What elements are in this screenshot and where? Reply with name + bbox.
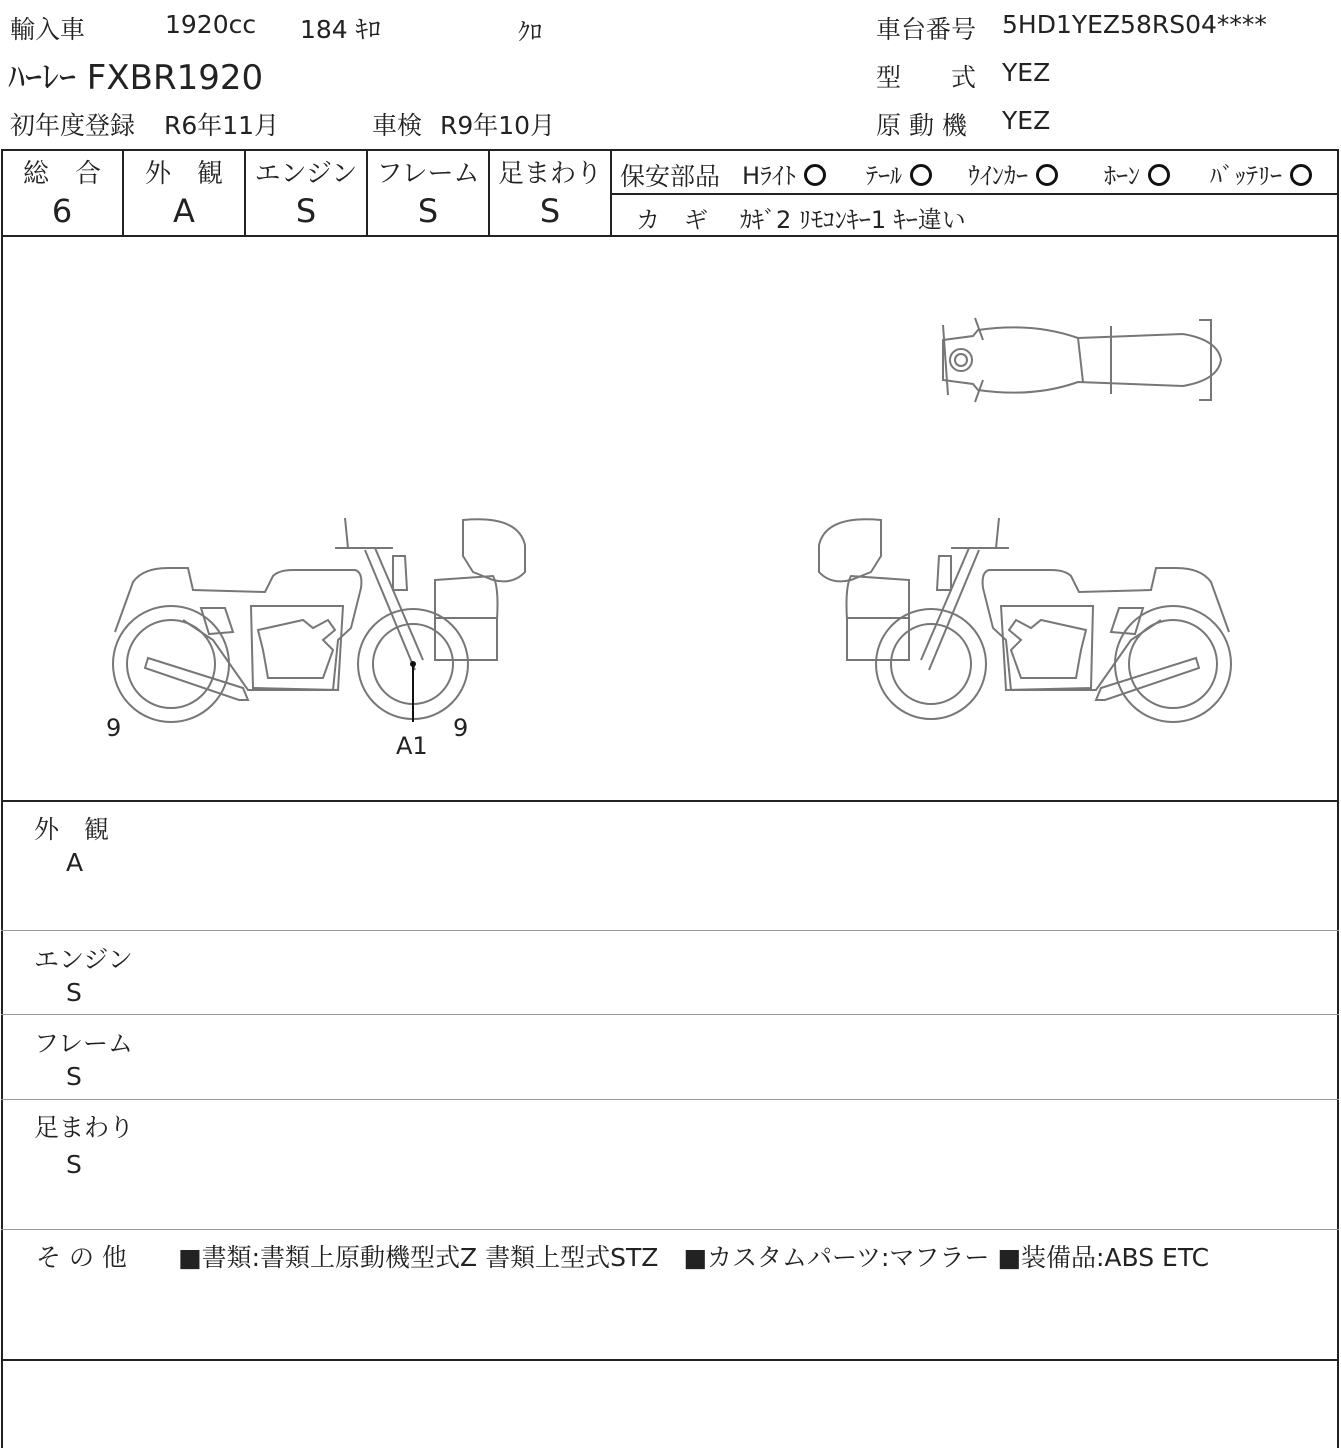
frame-number-label: 車台番号 — [876, 15, 977, 44]
model-label: 型 式 — [876, 63, 977, 92]
diagram-mark-rear: 9 — [106, 714, 122, 742]
section-frame-label: フレーム — [34, 1029, 134, 1058]
grade-engine-value: S — [295, 192, 317, 230]
grade-col-divider-5 — [610, 150, 612, 236]
other-label: そ の 他 — [36, 1243, 127, 1272]
section-separator-3 — [1, 1099, 1339, 1100]
grade-exterior-value: A — [173, 192, 195, 230]
safety-item-label: ﾃｰﾙ — [866, 162, 902, 190]
section-exterior-label: 外 観 — [34, 815, 110, 844]
safety-item-horn — [1104, 156, 1170, 191]
color: ｸﾛ — [518, 18, 542, 46]
frame-number: 5HD1YEZ58RS04**** — [1002, 10, 1267, 39]
section-separator-1 — [1, 930, 1339, 931]
grade-frame-label: フレーム — [376, 159, 480, 189]
safety-item-winker — [968, 156, 1058, 191]
section-suspension-value: S — [66, 1150, 82, 1179]
safety-item-tail — [866, 156, 932, 191]
section-separator-2 — [1, 1014, 1339, 1015]
motorcycle-diagram — [3, 237, 1337, 800]
grade-top-line — [1, 149, 1339, 151]
motorcycle-top-view-drawing — [943, 318, 1221, 402]
grade-suspension-value: S — [539, 192, 561, 230]
import-label: 輸入車 — [10, 15, 86, 44]
grade-exterior-label: 外 観 — [144, 159, 223, 189]
ok-circle-icon — [1290, 164, 1312, 186]
displacement: 1920cc — [165, 10, 257, 39]
inspection-label: 車検 — [372, 111, 423, 140]
damage-pointer-dot — [410, 661, 416, 667]
grade-frame-value: S — [417, 192, 439, 230]
first-registration-label: 初年度登録 — [10, 111, 136, 140]
outer-border-right — [1337, 150, 1339, 1448]
safety-item-label: ｳｲﾝｶｰ — [968, 162, 1028, 190]
maker-model: ﾊｰﾚｰ FXBR1920 — [8, 58, 264, 98]
engine-code: YEZ — [1002, 106, 1051, 135]
inspection-date: R9年10月 — [440, 111, 556, 140]
grade-overall-label: 総 合 — [22, 159, 101, 189]
safety-parts-title: 保安部品 — [620, 162, 721, 191]
safety-item-battery — [1210, 156, 1312, 191]
safety-item-label: Hﾗｲﾄ — [742, 162, 797, 190]
other-bottom-line — [1, 1359, 1339, 1361]
grade-suspension-label: 足まわり — [497, 159, 602, 189]
model-code: YEZ — [1002, 58, 1051, 87]
keys-label: カ ギ — [636, 206, 708, 234]
safety-divider — [612, 193, 1338, 195]
safety-item-label: ﾊﾞｯﾃﾘｰ — [1210, 162, 1282, 190]
grade-engine-label: エンジン — [254, 159, 358, 189]
mileage: 184 ｷﾛ — [300, 15, 381, 44]
diagram-bottom-line — [1, 800, 1339, 802]
section-suspension-label: 足まわり — [34, 1113, 135, 1142]
first-registration: R6年11月 — [164, 111, 280, 140]
section-frame-value: S — [66, 1062, 82, 1091]
section-engine-label: エンジン — [34, 945, 133, 974]
other-notes: ■書類:書類上原動機型式Z 書類上型式STZ ■カスタムパーツ:マフラー ■装備品:ABS ETC — [178, 1243, 1210, 1272]
motorcycle-left-side-drawing — [113, 518, 525, 722]
section-exterior-value: A — [66, 848, 84, 877]
section-separator-4 — [1, 1229, 1339, 1230]
grade-overall-value: 6 — [51, 192, 73, 230]
ok-circle-icon — [910, 164, 932, 186]
diagram-mark-a1: A1 — [396, 732, 428, 760]
ok-circle-icon — [1036, 164, 1058, 186]
ok-circle-icon — [804, 164, 826, 186]
ok-circle-icon — [1148, 164, 1170, 186]
diagram-mark-front: 9 — [453, 714, 469, 742]
motorcycle-right-side-drawing — [819, 518, 1231, 722]
safety-item-label: ﾎｰﾝ — [1104, 162, 1140, 190]
engine-label: 原 動 機 — [876, 111, 967, 140]
safety-item-headlight — [742, 156, 826, 191]
section-engine-value: S — [66, 978, 82, 1007]
keys-value: ｶｷﾞ2 ﾘﾓｺﾝｷｰ1 ｷｰ違い — [740, 206, 966, 234]
